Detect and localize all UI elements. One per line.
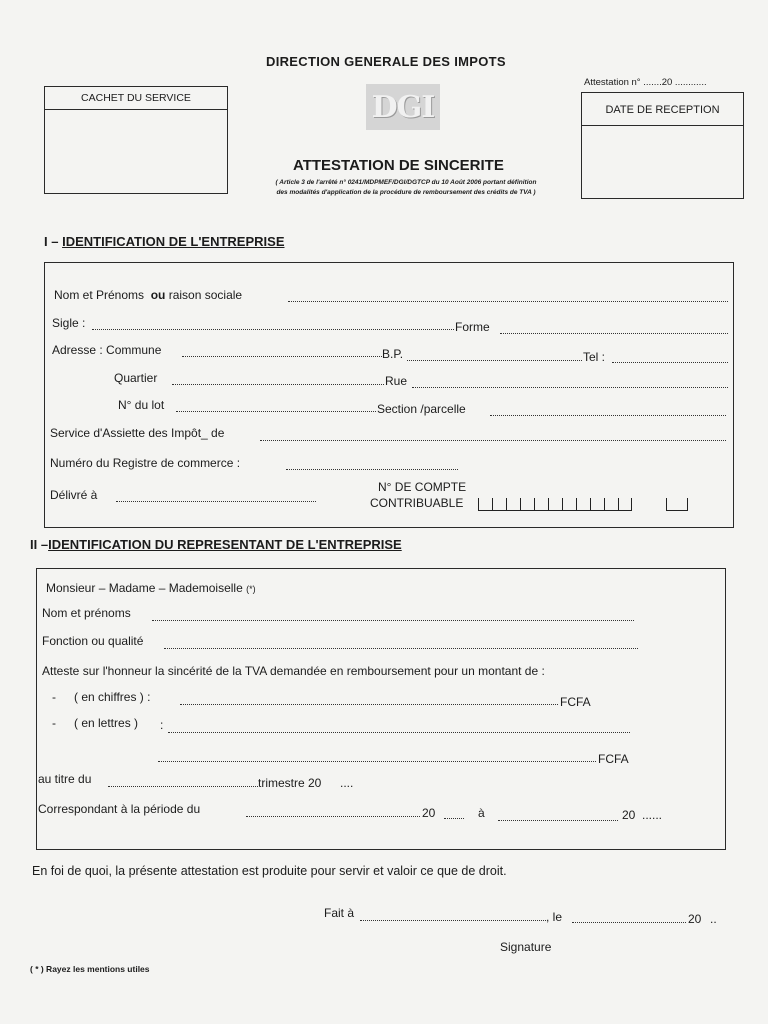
quarter-suffix: trimestre 20 bbox=[258, 776, 322, 790]
rep-name-label: Nom et prénoms bbox=[42, 606, 131, 620]
period-end-year: 20 bbox=[622, 808, 636, 822]
period-start-year-field[interactable] bbox=[444, 818, 464, 819]
social-label: raison sociale bbox=[168, 288, 243, 302]
delivre-label: Délivré à bbox=[50, 488, 98, 502]
quarter-label: au titre du bbox=[38, 772, 92, 786]
taxpayer-key-cell[interactable] bbox=[666, 498, 688, 511]
digit-cell[interactable] bbox=[492, 498, 506, 511]
or-label: ou bbox=[150, 288, 166, 302]
function-label: Fonction ou qualité bbox=[42, 634, 144, 648]
dash-1: - bbox=[52, 690, 56, 704]
forme-field[interactable] bbox=[500, 333, 728, 334]
document-title: ATTESTATION DE SINCERITE bbox=[293, 157, 504, 174]
section-field[interactable] bbox=[490, 415, 726, 416]
taxpayer-number-cells[interactable] bbox=[478, 498, 632, 511]
quarter-field[interactable] bbox=[108, 786, 258, 787]
compte-label-2: CONTRIBUABLE bbox=[370, 496, 464, 510]
digit-cell[interactable] bbox=[548, 498, 562, 511]
attestation-number: Attestation n° .......20 ............ bbox=[584, 77, 707, 88]
attestation-statement: Atteste sur l'honneur la sincérité de la TVA demandée en remboursement pour un montant de : bbox=[42, 664, 545, 678]
digit-cell[interactable] bbox=[520, 498, 534, 511]
done-at-field[interactable] bbox=[360, 920, 546, 921]
signature-label: Signature bbox=[500, 940, 552, 954]
key-cell[interactable] bbox=[666, 498, 688, 511]
digit-cell[interactable] bbox=[590, 498, 604, 511]
amount-letters-field-2[interactable] bbox=[158, 761, 596, 762]
rue-label: Rue bbox=[385, 374, 408, 388]
section2-number: II – bbox=[30, 537, 49, 552]
currency-1: FCFA bbox=[560, 695, 591, 709]
digit-cell[interactable] bbox=[618, 498, 632, 511]
section1-title: IDENTIFICATION DE L'ENTREPRISE bbox=[62, 234, 285, 249]
date-label: , le bbox=[546, 910, 563, 924]
name-label-text: Nom et Prénoms bbox=[54, 288, 145, 302]
currency-2: FCFA bbox=[598, 752, 629, 766]
tel-label: Tel : bbox=[583, 350, 606, 364]
period-start-field[interactable] bbox=[246, 816, 420, 817]
dash-2: - bbox=[52, 716, 56, 730]
digit-cell[interactable] bbox=[604, 498, 618, 511]
registre-label: Numéro du Registre de commerce : bbox=[50, 456, 241, 470]
period-label: Correspondant à la période du bbox=[38, 802, 201, 816]
company-name-field[interactable] bbox=[288, 301, 728, 302]
section1-number: I – bbox=[44, 234, 63, 249]
forme-label: Forme bbox=[455, 320, 490, 334]
rue-field[interactable] bbox=[412, 387, 728, 388]
date-field[interactable] bbox=[572, 922, 686, 923]
stamp-box bbox=[44, 86, 228, 194]
digit-cell[interactable] bbox=[534, 498, 548, 511]
done-at-label: Fait à bbox=[324, 906, 355, 920]
tel-field[interactable] bbox=[612, 362, 728, 363]
name-label bbox=[54, 288, 242, 302]
bp-field[interactable] bbox=[407, 360, 582, 361]
letters-label: ( en lettres ) bbox=[74, 716, 139, 730]
date-year: 20 bbox=[688, 912, 702, 926]
period-end-year-suffix: ...... bbox=[642, 808, 663, 822]
section-label: Section /parcelle bbox=[377, 402, 466, 416]
dgi-logo: DGI bbox=[366, 84, 440, 130]
digit-cell[interactable] bbox=[562, 498, 576, 511]
reception-box-label: DATE DE RECEPTION bbox=[582, 93, 743, 126]
closing-statement: En foi de quoi, la présente attestation est produite pour servir et valoir ce que de droit. bbox=[32, 864, 507, 878]
stamp-box-label: CACHET DU SERVICE bbox=[45, 87, 227, 110]
section2-title: IDENTIFICATION DU REPRESENTANT DE L'ENTREPRISE bbox=[48, 537, 402, 552]
rep-name-field[interactable] bbox=[152, 620, 634, 621]
compte-label-1: N° DE COMPTE bbox=[378, 480, 467, 494]
legal-ref-line1: ( Article 3 de l'arrêté n° 0241/MDPMEF/DGI/DGTCP du 10 Août 2006 portant définition bbox=[275, 179, 537, 186]
digit-cell[interactable] bbox=[576, 498, 590, 511]
section1-heading bbox=[44, 234, 285, 249]
figures-label: ( en chiffres ) : bbox=[74, 690, 151, 704]
amount-figures-field[interactable] bbox=[180, 704, 558, 705]
delivre-field[interactable] bbox=[116, 501, 316, 502]
legal-ref-line2: des modalités d'application de la procédure de remboursement des crédits de TVA ) bbox=[276, 189, 536, 196]
letters-colon: : bbox=[160, 718, 164, 732]
address-label: Adresse : Commune bbox=[52, 343, 162, 357]
service-label: Service d'Assiette des Impôt_ de bbox=[50, 426, 225, 440]
registre-field[interactable] bbox=[286, 469, 458, 470]
section2-heading bbox=[30, 537, 402, 552]
civility-options[interactable]: Monsieur – Madame – Mademoiselle bbox=[46, 581, 243, 595]
lot-field[interactable] bbox=[176, 411, 376, 412]
period-start-year: 20 bbox=[422, 806, 436, 820]
date-year-tail: .. bbox=[710, 912, 717, 926]
civility-note: (*) bbox=[246, 584, 256, 594]
sigle-field[interactable] bbox=[92, 329, 454, 330]
amount-letters-field-1[interactable] bbox=[168, 732, 630, 733]
period-end-field[interactable] bbox=[498, 820, 618, 821]
service-field[interactable] bbox=[260, 440, 726, 441]
quartier-field[interactable] bbox=[172, 384, 384, 385]
lot-label: N° du lot bbox=[118, 398, 165, 412]
legal-reference bbox=[236, 178, 576, 198]
authority-heading: DIRECTION GENERALE DES IMPOTS bbox=[266, 54, 506, 69]
civility-line bbox=[46, 581, 256, 595]
quarter-year-end: .... bbox=[340, 776, 354, 790]
footnote: ( * ) Rayez les mentions utiles bbox=[30, 964, 150, 974]
to-label: à bbox=[478, 806, 485, 820]
function-field[interactable] bbox=[164, 648, 638, 649]
bp-label: B.P. bbox=[382, 347, 404, 361]
quartier-label: Quartier bbox=[114, 371, 158, 385]
digit-cell[interactable] bbox=[478, 498, 492, 511]
reception-box bbox=[581, 92, 744, 199]
sigle-label: Sigle : bbox=[52, 316, 86, 330]
digit-cell[interactable] bbox=[506, 498, 520, 511]
commune-field[interactable] bbox=[182, 356, 382, 357]
